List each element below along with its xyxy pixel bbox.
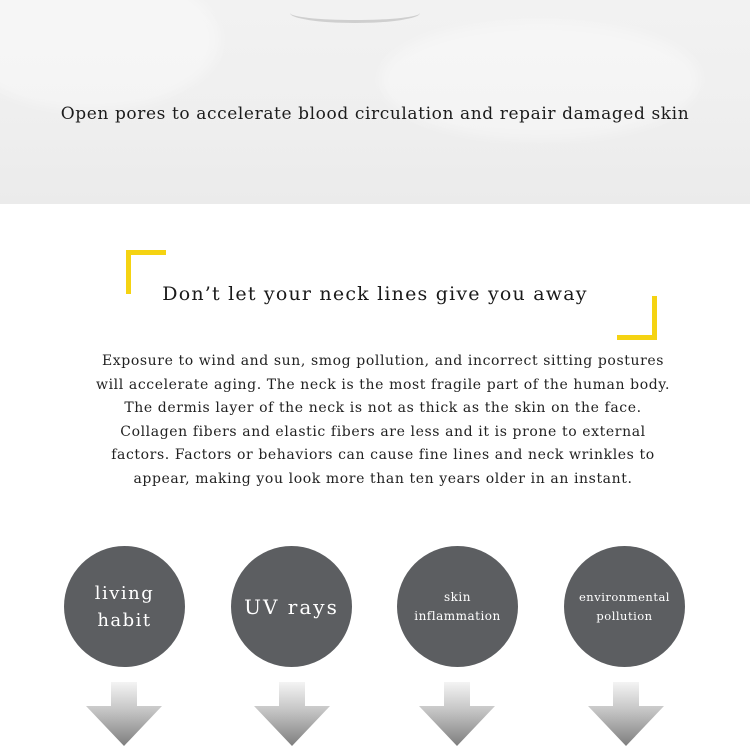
cause-label-line1: skin xyxy=(444,589,471,604)
cause-label-line2: habit xyxy=(97,609,152,631)
banner-product-edge xyxy=(290,10,420,23)
cause-label-line2: pollution xyxy=(596,608,653,623)
banner-decoration xyxy=(0,0,220,110)
banner-caption: Open pores to accelerate blood circulation and repair damaged skin xyxy=(60,104,690,124)
cause-label-line1: UV rays xyxy=(244,594,339,619)
cause-circle-environmental-pollution xyxy=(564,546,685,667)
cause-label-line1: living xyxy=(94,582,155,604)
cause-circle-living-habit xyxy=(64,546,185,667)
arrow-down-icon xyxy=(84,682,164,748)
arrow-down-icon xyxy=(417,682,497,748)
corner-bracket-bottom-right xyxy=(617,296,657,340)
arrow-down-icon xyxy=(586,682,666,748)
hero-banner xyxy=(0,0,750,204)
cause-circle-uv-rays xyxy=(231,546,352,667)
cause-label-line1: environmental xyxy=(579,589,670,604)
section-heading: Don’t let your neck lines give you away xyxy=(162,283,588,305)
cause-circle-skin-inflammation xyxy=(397,546,518,667)
arrow-down-icon xyxy=(252,682,332,748)
cause-label-line2: inflammation xyxy=(414,608,501,623)
body-paragraph: Exposure to wind and sun, smog pollution, and incorrect sitting postures will accelerate aging. The neck is the most fragile part of the human body. The dermis layer of the neck is not as thick as the skin on the face. Collagen fibers and elastic fibers are less and it is prone to external factors. Factors or behaviors can cause fine lines and neck wrinkles to appear, making you look more than ten years older in an instant. xyxy=(96,353,670,487)
